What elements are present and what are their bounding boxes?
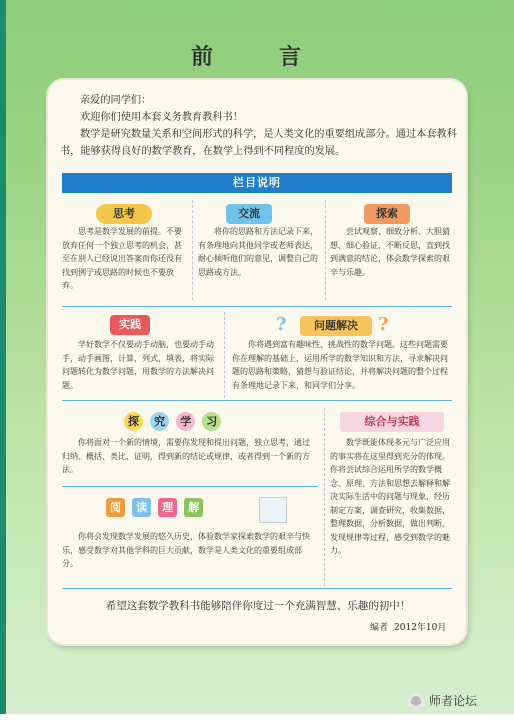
column-divider	[324, 408, 326, 586]
welcome-line: 欢迎你们使用本套义务教育教科书！	[80, 112, 243, 123]
yuedu-text: 你将会发现数学发展的悠久历史，体验数学家探索数学的艰辛与快乐，感受数学对其他学科的巨大贡献，数学是人类文化的重要组成部分。	[62, 532, 310, 568]
yuedu-char: 阅	[106, 498, 125, 517]
row-divider	[62, 400, 452, 401]
page-bottom-margin	[0, 714, 514, 724]
question-mark-icon: ?	[378, 314, 389, 335]
shijian-header	[110, 315, 150, 335]
tansuo-text: 尝试观察、细致分析、大胆猜想、细心验证，不断反思，直到找到满意的结论，体会数学探索的艰辛与乐趣。	[330, 227, 450, 277]
tanjiu-text: 你将面对一个新的情境，需要你发现和提出问题，独立思考，通过归纳、概括、类比、证明，得到新的结论或规律，或者得到一个新的方法。	[62, 438, 310, 474]
question-mark-icon: ?	[276, 314, 287, 335]
yuedu-section	[62, 530, 316, 571]
jiaoliu-header	[226, 204, 272, 224]
closing-line: 希望这套数学教科书能够陪伴你度过一个充满智慧、乐趣的初中！	[105, 600, 411, 612]
greeting: 亲爱的同学们：	[80, 95, 152, 106]
sikao-text: 思考是数学发展的前提。不要放弃任何一个独立思考的机会，甚至在别人已经说出答案而你还没有找到例子或思路的时候也不要放弃。	[62, 227, 182, 290]
wenti-header	[300, 316, 372, 336]
jiaoliu-text: 将你的思路和方法记录下来，有条理地向其他同学或老师表达，耐心倾听他们的意见，调整自己的思路或方法。	[198, 227, 318, 277]
zonghe-header	[340, 412, 444, 432]
yuedu-header	[106, 496, 256, 517]
yuedu-char: 理	[158, 498, 177, 517]
sikao-section	[62, 225, 186, 293]
tansuo-section	[330, 225, 454, 279]
shijian-section	[62, 338, 218, 392]
tanjiu-header	[124, 410, 274, 431]
sikao-label: 思考	[113, 207, 135, 220]
page-title: 前 言	[190, 44, 323, 70]
row-divider	[62, 306, 452, 307]
forum-logo-icon	[408, 693, 424, 709]
wenti-text: 你将遇到富有趣味性、挑战性的数学问题。这些问题需要你在理解的基础上，运用所学的数学知识和方法，寻求解决问题的思路和策略，猜想与验证结论，并将解决问题的整个过程有条理地记录下来，和同学们分享。	[232, 340, 448, 390]
intro-block	[60, 92, 460, 160]
tanjiu-char: 究	[150, 412, 169, 431]
shijian-text: 学好数学不仅要动手动脑，也要动手动手，动手画图，计算，列式，填表，将实际问题转化为数学问题，用数学的方法解决问题。	[62, 340, 214, 390]
wenti-label: 问题解决	[314, 319, 358, 332]
jiaoliu-label: 交流	[238, 207, 260, 220]
tanjiu-char: 探	[124, 412, 143, 431]
zonghe-text: 数学既能体现多元与广泛应用的事实将在这里得到充分的体现。你将尝试综合运用所学的数学概念、原理、方法和思想去解释和解决实际生活中的问题与现象，经历制定方案，调查研究，收集数据，整理数据，分析数据，做出判断，发现规律等过程，感受到数学的魅力。	[330, 438, 450, 555]
yuedu-char: 解	[184, 498, 203, 517]
sikao-header	[96, 204, 152, 224]
watermark-text: 师者论坛	[429, 694, 478, 708]
tanjiu-char: 习	[202, 412, 221, 431]
signature	[364, 620, 446, 633]
section-band-title: 栏目说明	[62, 173, 452, 193]
tansuo-label: 探索	[376, 207, 398, 220]
zonghe-section	[330, 436, 454, 558]
book-stamp-icon	[259, 497, 287, 523]
row-divider	[62, 486, 318, 487]
wenti-section	[232, 338, 454, 392]
column-divider	[192, 200, 194, 300]
tanjiu-section	[62, 436, 316, 477]
yuedu-char: 读	[132, 498, 151, 517]
column-divider	[325, 200, 327, 300]
intro-paragraph: 数学是研究数量关系和空间形式的科学，是人类文化的重要组成部分。通过本套教科书，能够获得良好的数学教育，在数学上得到不同程度的发展。	[60, 129, 457, 157]
row-divider	[62, 588, 452, 589]
zonghe-label: 综合与实践	[364, 415, 420, 428]
signature-author: 编者	[370, 623, 389, 633]
tansuo-header	[364, 204, 410, 224]
shijian-label: 实践	[119, 318, 141, 331]
jiaoliu-section	[198, 225, 320, 279]
signature-date: 2012年10月	[394, 623, 447, 633]
tanjiu-char: 学	[176, 412, 195, 431]
column-divider	[224, 312, 226, 398]
watermark	[408, 692, 477, 709]
